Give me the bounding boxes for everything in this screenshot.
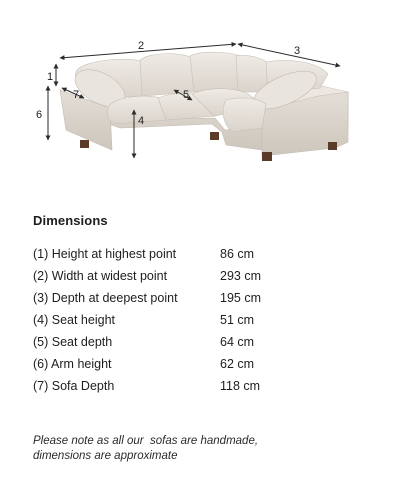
dimension-label: (7) Sofa Depth xyxy=(33,379,115,393)
dimension-value: 293 cm xyxy=(220,269,261,283)
callout-5: 5 xyxy=(183,89,190,101)
dimension-label: (4) Seat height xyxy=(33,313,115,327)
dimension-value: 62 cm xyxy=(220,357,255,371)
callout-3: 3 xyxy=(294,45,301,57)
sofa-foot xyxy=(328,142,337,150)
callout-2: 2 xyxy=(138,40,145,52)
sofa-foot xyxy=(262,152,272,161)
note-line-1: Please note as all our sofas are handmade, xyxy=(33,435,259,447)
handmade-note xyxy=(33,434,373,464)
sofa-illustration xyxy=(0,0,400,200)
dimensions-heading: Dimensions xyxy=(33,213,108,228)
dimension-label: (1) Height at highest point xyxy=(33,247,177,261)
note-line-2: dimensions are approximate xyxy=(33,450,178,462)
dimension-value: 118 cm xyxy=(220,379,261,393)
dimension-label: (2) Width at widest point xyxy=(33,269,168,283)
callout-7: 7 xyxy=(73,89,80,101)
callout-4: 4 xyxy=(138,115,145,127)
dimension-label: (3) Depth at deepest point xyxy=(33,291,178,305)
dimension-value: 51 cm xyxy=(220,313,255,327)
dimension-value: 86 cm xyxy=(220,247,255,261)
callout-1: 1 xyxy=(47,71,54,83)
dimension-row-arm-height xyxy=(33,353,363,375)
dimension-row-sofa-depth xyxy=(33,375,363,397)
dimension-row-width xyxy=(33,265,363,287)
dimension-row-seat-height xyxy=(33,309,363,331)
sofa-foot xyxy=(210,132,219,140)
dimension-label: (5) Seat depth xyxy=(33,335,113,349)
dimension-row-seat-depth xyxy=(33,331,363,353)
dimension-label: (6) Arm height xyxy=(33,357,112,371)
callout-6: 6 xyxy=(36,109,43,121)
sofa-foot xyxy=(80,140,89,148)
dimensions-list xyxy=(33,243,363,397)
back-cushion-3 xyxy=(190,52,240,92)
seat-cushion-4 xyxy=(223,98,266,132)
dimension-value: 64 cm xyxy=(220,335,255,349)
dimension-row-depth xyxy=(33,287,363,309)
dimension-value: 195 cm xyxy=(220,291,261,305)
sofa-dimension-diagram xyxy=(0,0,400,200)
dimension-row-height xyxy=(33,243,363,265)
